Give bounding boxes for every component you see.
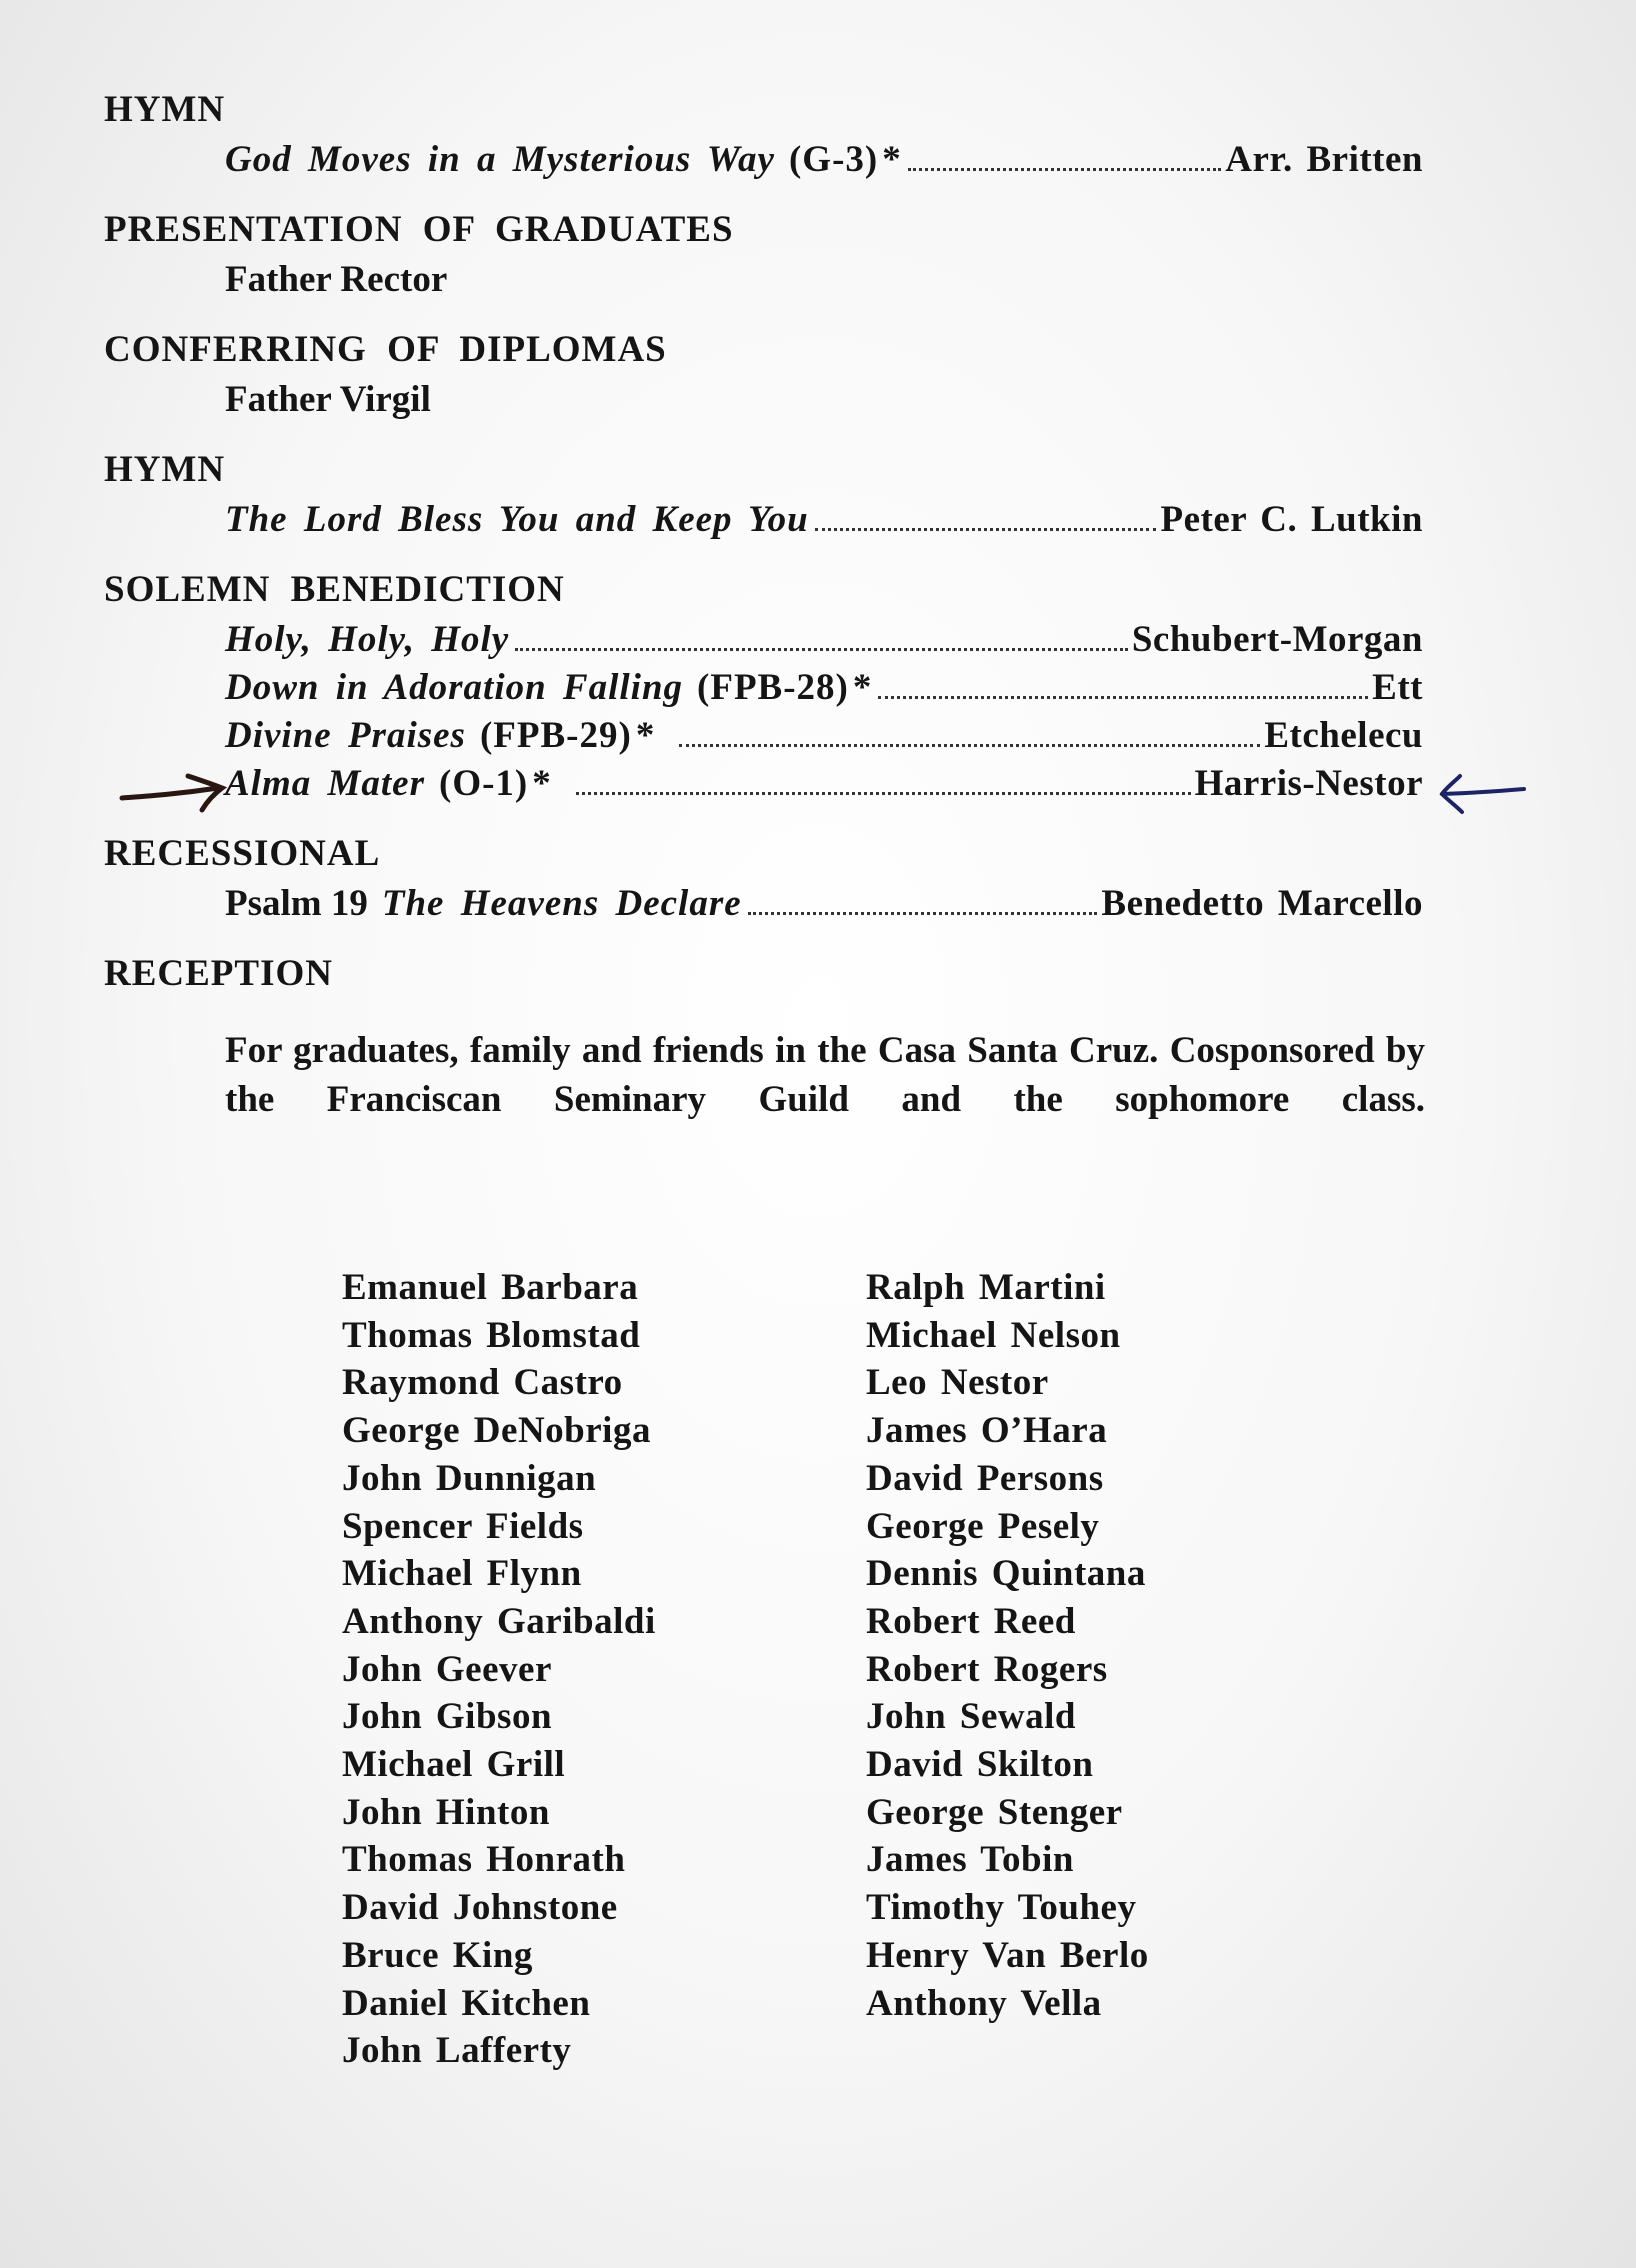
composer: Harris-Nestor bbox=[1194, 763, 1423, 804]
composer: Peter C. Lutkin bbox=[1160, 499, 1423, 540]
section-heading-benediction: SOLEMN BENEDICTION bbox=[104, 569, 565, 610]
graduate-name: Henry Van Berlo bbox=[866, 1934, 1149, 1976]
graduate-name: David Johnstone bbox=[342, 1887, 618, 1929]
graduate-name: Thomas Honrath bbox=[342, 1839, 626, 1881]
graduate-name: David Skilton bbox=[866, 1744, 1094, 1786]
graduate-name: Ralph Martini bbox=[866, 1267, 1106, 1308]
hymn-star: * bbox=[882, 139, 902, 180]
graduate-name: Leo Nestor bbox=[866, 1362, 1049, 1404]
graduate-name: Dennis Quintana bbox=[866, 1553, 1146, 1595]
hymn-code: (G-3) bbox=[788, 139, 879, 180]
hymn-star: * bbox=[635, 715, 656, 756]
hymn-title: Holy, Holy, Holy bbox=[225, 619, 510, 660]
graduate-name: John Lafferty bbox=[342, 2030, 572, 2072]
section-heading-conferring: CONFERRING OF DIPLOMAS bbox=[104, 329, 667, 370]
graduate-name: Raymond Castro bbox=[342, 1362, 623, 1404]
hymn-star: * bbox=[852, 667, 873, 708]
section-heading-hymn: HYMN bbox=[104, 449, 226, 490]
graduate-name: Daniel Kitchen bbox=[342, 1982, 591, 2024]
dot-leader bbox=[679, 744, 1260, 747]
dot-leader bbox=[908, 168, 1222, 171]
graduate-name: John Sewald bbox=[866, 1696, 1076, 1738]
section-heading-reception: RECEPTION bbox=[104, 953, 333, 994]
composer: Ett bbox=[1372, 667, 1423, 708]
composer: Benedetto Marcello bbox=[1101, 883, 1423, 924]
graduate-name: Michael Grill bbox=[342, 1744, 566, 1786]
hymn-title: Divine Praises bbox=[225, 715, 466, 756]
dot-leader bbox=[815, 528, 1157, 531]
psalm-number: Psalm 19 bbox=[225, 883, 368, 924]
program-entry bbox=[225, 714, 1423, 757]
dot-leader bbox=[748, 912, 1098, 915]
graduate-name: Michael Flynn bbox=[342, 1553, 582, 1595]
hymn-code: (O-1) bbox=[439, 763, 529, 804]
composer: Etchelecu bbox=[1264, 715, 1423, 756]
hymn-title: The Lord Bless You and Keep You bbox=[225, 499, 809, 540]
graduate-name: Timothy Touhey bbox=[866, 1887, 1137, 1929]
graduate-name: John Geever bbox=[342, 1648, 552, 1690]
composer: Arr. Britten bbox=[1225, 139, 1423, 180]
graduate-name: George Pesely bbox=[866, 1505, 1100, 1547]
hymn-title: The Heavens Declare bbox=[381, 883, 742, 924]
handwritten-arrow-right-icon bbox=[1436, 772, 1528, 816]
dot-leader bbox=[878, 696, 1368, 699]
graduate-name: Thomas Blomstad bbox=[342, 1314, 641, 1356]
graduate-name: Emanuel Barbara bbox=[342, 1267, 639, 1308]
graduate-name: Robert Rogers bbox=[866, 1648, 1108, 1690]
program-entry bbox=[225, 138, 1423, 181]
graduate-name: Bruce King bbox=[342, 1934, 533, 1976]
program-entry bbox=[225, 666, 1423, 709]
dot-leader bbox=[515, 648, 1128, 651]
section-heading-recessional: RECESSIONAL bbox=[104, 833, 381, 874]
hymn-title: Down in Adoration Falling bbox=[225, 667, 684, 708]
graduate-name: Robert Reed bbox=[866, 1600, 1076, 1642]
program-entry-alma-mater bbox=[225, 762, 1423, 805]
graduate-name: George Stenger bbox=[866, 1791, 1123, 1833]
reception-paragraph: For graduates, family and friends in the Casa Santa Cruz. Cosponsored by the Franciscan Seminary Guild and the sophomore class. bbox=[225, 1030, 1425, 1120]
composer: Schubert-Morgan bbox=[1131, 619, 1423, 660]
graduates-list-left bbox=[342, 1264, 656, 2075]
graduate-name: Anthony Garibaldi bbox=[342, 1600, 656, 1642]
graduate-name: John Hinton bbox=[342, 1791, 550, 1833]
program-entry bbox=[225, 618, 1423, 661]
graduate-name: David Persons bbox=[866, 1457, 1104, 1499]
section-heading-presentation: PRESENTATION OF GRADUATES bbox=[104, 209, 734, 250]
graduate-name: James O’Hara bbox=[866, 1410, 1108, 1452]
handwritten-arrow-left-icon bbox=[118, 768, 230, 816]
hymn-code: (FPB-29) bbox=[479, 715, 632, 756]
hymn-title: God Moves in a Mysterious Way bbox=[225, 139, 775, 180]
program-entry bbox=[225, 882, 1423, 925]
conferrer: Father Virgil bbox=[225, 379, 431, 420]
presenter: Father Rector bbox=[225, 259, 448, 300]
graduate-name: George DeNobriga bbox=[342, 1410, 651, 1452]
graduate-name: Michael Nelson bbox=[866, 1314, 1121, 1356]
graduate-name: John Dunnigan bbox=[342, 1457, 597, 1499]
graduate-name: John Gibson bbox=[342, 1696, 553, 1738]
program-entry bbox=[225, 498, 1423, 541]
hymn-star: * bbox=[532, 763, 552, 804]
section-heading-hymn: HYMN bbox=[104, 89, 226, 130]
hymn-code: (FPB-28) bbox=[697, 667, 849, 708]
graduate-name: James Tobin bbox=[866, 1839, 1074, 1881]
dot-leader bbox=[576, 792, 1191, 795]
graduate-name: Spencer Fields bbox=[342, 1505, 584, 1547]
hymn-title: Alma Mater bbox=[225, 763, 425, 804]
graduate-name: Anthony Vella bbox=[866, 1982, 1102, 2024]
graduates-list-right bbox=[866, 1264, 1149, 2027]
